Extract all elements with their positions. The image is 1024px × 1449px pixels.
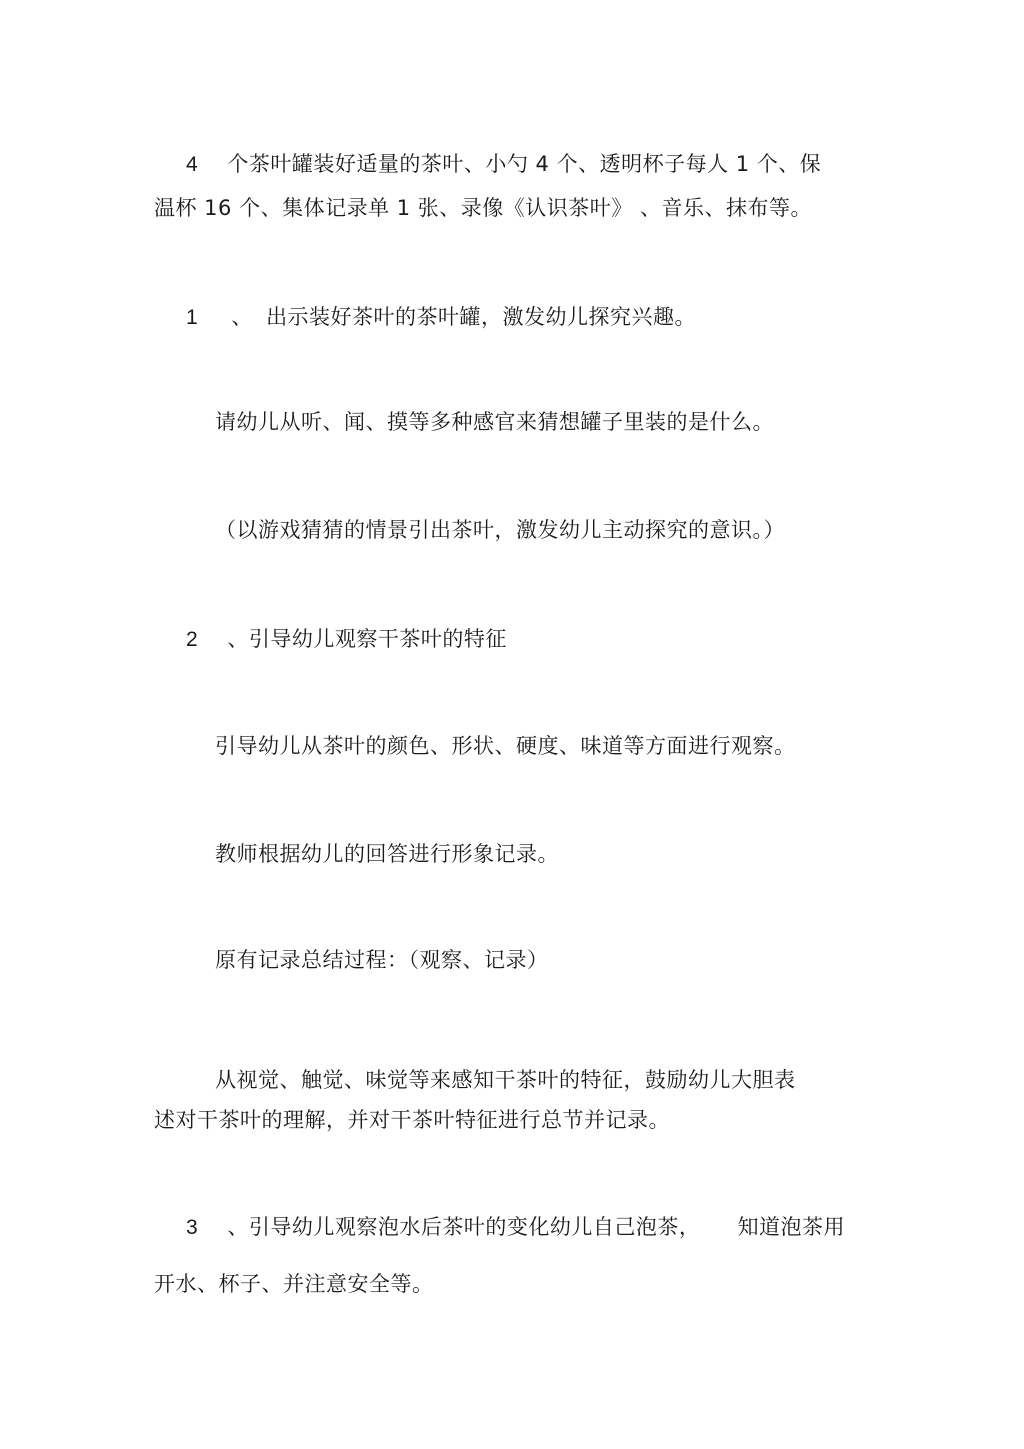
step3-title-a: 、引导幼儿观察泡水后茶叶的变化幼儿自己泡茶， — [227, 1215, 701, 1239]
materials-text-1: 个茶叶罐装好适量的茶叶、小勺 4 个、透明杯子每人 1 个、保 — [227, 152, 822, 176]
step2-paragraph-2: 教师根据幼儿的回答进行形象记录。 — [215, 842, 559, 866]
step1-number: 1 — [186, 306, 199, 329]
step1-title: 出示装好茶叶的茶叶罐，激发幼儿探究兴趣。 — [266, 305, 697, 329]
step1-separator: 、 — [231, 305, 253, 329]
step3-heading — [186, 1213, 845, 1242]
step3-number: 3 — [186, 1216, 199, 1239]
step2-title: 、引导幼儿观察干茶叶的特征 — [227, 627, 507, 651]
step3-title-b: 知道泡茶用 — [737, 1215, 846, 1239]
step1-paragraph-2: （以游戏猜猜的情景引出茶叶，激发幼儿主动探究的意识。） — [215, 518, 785, 542]
step2-number: 2 — [186, 628, 199, 651]
step3-line-2: 开水、杯子、并注意安全等。 — [154, 1272, 434, 1296]
step2-paragraph-3: 原有记录总结过程：（观察、记录） — [215, 948, 549, 972]
step1-heading — [186, 303, 696, 332]
step1-paragraph-1: 请幼儿从听、闻、摸等多种感官来猜想罐子里装的是什么。 — [215, 410, 774, 434]
step2-paragraph-1: 引导幼儿从茶叶的颜色、形状、硬度、味道等方面进行观察。 — [215, 734, 796, 758]
step2-paragraph-4-line-2: 述对干茶叶的理解，并对干茶叶特征进行总节并记录。 — [154, 1108, 670, 1132]
materials-line-2: 温杯 16 个、集体记录单 1 张、录像《认识茶叶》 、音乐、抹布等。 — [154, 196, 812, 220]
step2-paragraph-4-line-1: 从视觉、触觉、味觉等来感知干茶叶的特征，鼓励幼儿大胆表 — [215, 1068, 796, 1092]
materials-number: 4 — [186, 153, 199, 176]
materials-line-1 — [186, 150, 821, 179]
step2-heading — [186, 625, 507, 654]
